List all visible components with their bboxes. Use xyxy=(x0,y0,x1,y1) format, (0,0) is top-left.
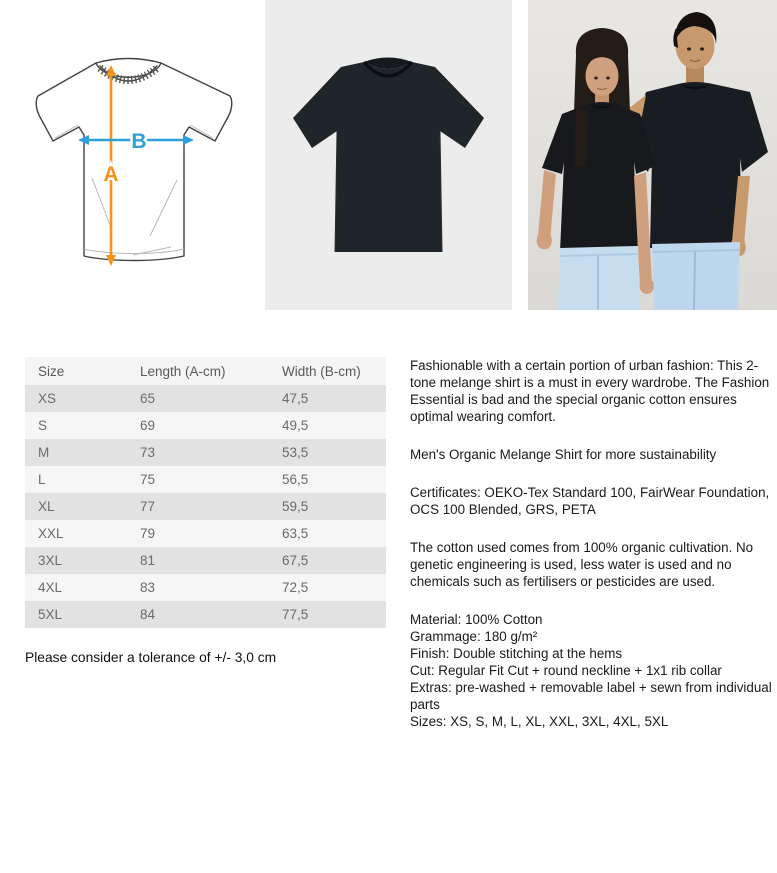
tolerance-note: Please consider a tolerance of +/- 3,0 cm xyxy=(25,650,277,665)
product-gallery xyxy=(0,0,777,310)
tshirt-outline xyxy=(36,59,231,261)
spec-list xyxy=(410,611,777,730)
table-cell: 65 xyxy=(127,385,269,412)
table-row xyxy=(25,385,386,412)
table-cell: XS xyxy=(25,385,127,412)
table-cell: 83 xyxy=(127,574,269,601)
table-cell: M xyxy=(25,439,127,466)
table-cell: XL xyxy=(25,493,127,520)
black-tshirt-flatlay xyxy=(265,0,512,310)
table-cell: 56,5 xyxy=(269,466,386,493)
table-cell: XXL xyxy=(25,520,127,547)
product-photo-flatlay[interactable] xyxy=(265,0,512,310)
size-chart-column xyxy=(25,357,386,730)
size-table-header-cell: Size xyxy=(25,357,127,385)
spec-line: Material: 100% Cotton xyxy=(410,612,543,627)
size-table-header-cell: Length (A-cm) xyxy=(127,357,269,385)
description-paragraph: Fashionable with a certain portion of urban fashion: This 2-tone melange shirt is a must in every wardrobe. The Fashion Essential is bad and the special organic cotton ensures optimal wearing comfort. xyxy=(410,358,770,424)
table-cell: 53,5 xyxy=(269,439,386,466)
table-cell: 69 xyxy=(127,412,269,439)
description-paragraph: Men's Organic Melange Shirt for more sustainability xyxy=(410,447,717,462)
table-cell: 4XL xyxy=(25,574,127,601)
label-a: A xyxy=(103,163,119,186)
table-row xyxy=(25,601,386,628)
table-row xyxy=(25,520,386,547)
size-table-header-cell: Width (B-cm) xyxy=(269,357,386,385)
table-cell: 3XL xyxy=(25,547,127,574)
table-cell: 63,5 xyxy=(269,520,386,547)
product-info-section xyxy=(0,357,777,730)
table-row xyxy=(25,493,386,520)
tshirt-measure-diagram xyxy=(0,0,264,310)
description-paragraph: The cotton used comes from 100% organic cultivation. No genetic engineering is used, less water is used and no chemicals such as fertilisers or pesticides are used. xyxy=(410,540,754,589)
product-photo-models[interactable] xyxy=(528,0,777,310)
size-table-header-row xyxy=(25,357,386,385)
table-cell: 77,5 xyxy=(269,601,386,628)
table-row xyxy=(25,412,386,439)
table-row xyxy=(25,466,386,493)
spec-line: Grammage: 180 g/m² xyxy=(410,629,538,644)
spec-line: Sizes: XS, S, M, L, XL, XXL, 3XL, 4XL, 5XL xyxy=(410,714,669,729)
spec-line: Extras: pre-washed + removable label + sewn from individual parts xyxy=(410,680,772,712)
product-description xyxy=(410,357,777,730)
table-cell: 5XL xyxy=(25,601,127,628)
size-table-body xyxy=(25,385,386,628)
table-cell: 49,5 xyxy=(269,412,386,439)
label-b: B xyxy=(131,130,147,153)
description-paragraph: Certificates: OEKO-Tex Standard 100, FairWear Foundation, OCS 100 Blended, GRS, PETA xyxy=(410,485,770,517)
measurement-diagram-image[interactable] xyxy=(0,0,264,310)
table-cell: 77 xyxy=(127,493,269,520)
table-row xyxy=(25,547,386,574)
models-photo-illustration xyxy=(528,0,777,310)
table-cell: 73 xyxy=(127,439,269,466)
table-cell: 72,5 xyxy=(269,574,386,601)
spec-line: Finish: Double stitching at the hems xyxy=(410,646,623,661)
table-cell: 67,5 xyxy=(269,547,386,574)
table-cell: L xyxy=(25,466,127,493)
spec-line: Cut: Regular Fit Cut + round neckline + 1x1 rib collar xyxy=(410,663,722,678)
table-row xyxy=(25,439,386,466)
table-row xyxy=(25,574,386,601)
size-chart-table xyxy=(25,357,386,628)
table-cell: 59,5 xyxy=(269,493,386,520)
table-cell: S xyxy=(25,412,127,439)
table-cell: 75 xyxy=(127,466,269,493)
table-cell: 81 xyxy=(127,547,269,574)
table-cell: 47,5 xyxy=(269,385,386,412)
table-cell: 79 xyxy=(127,520,269,547)
table-cell: 84 xyxy=(127,601,269,628)
